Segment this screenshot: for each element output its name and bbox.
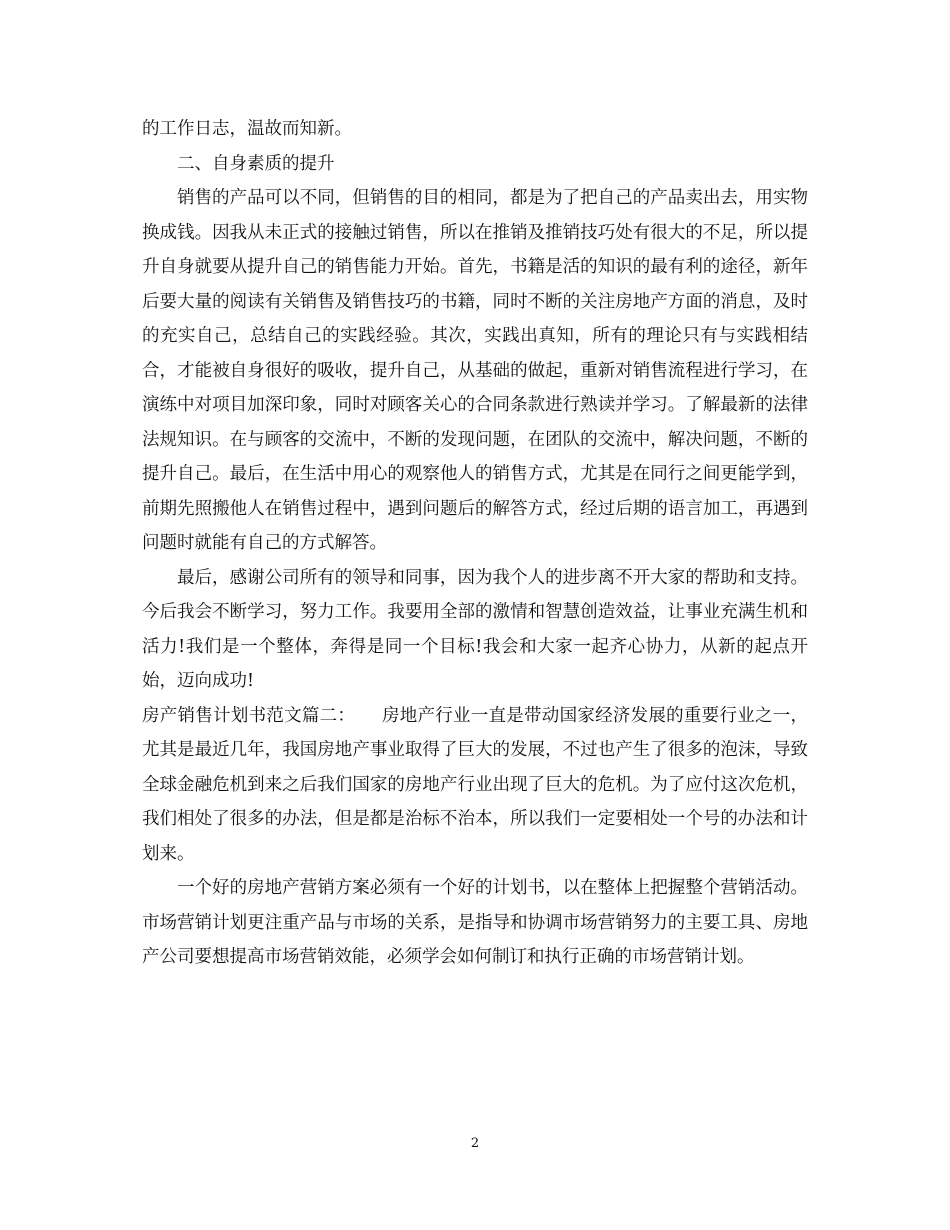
paragraph-6: 一个好的房地产营销方案必须有一个好的计划书，以在整体上把握整个营销活动。市场营销计划更注重产品与市场的关系，是指导和协调市场营销努力的主要工具、房地产公司要想提高市场营销效能，必须学会如何制订和执行正确的市场营销计划。	[142, 878, 808, 967]
body-text	[142, 112, 808, 975]
paragraph-4: 最后，感谢公司所有的领导和同事，因为我个人的进步离不开大家的帮助和支持。今后我会不断学习，努力工作。我要用全部的激情和智慧创造效益，让事业充满生机和活力!我们是一个整体，奔得是同一个目标!我会和大家一起齐心协力，从新的起点开始，迈向成功!	[142, 567, 808, 691]
section-heading: 二、自身素质的提升	[177, 153, 335, 174]
paragraph-5: 房产销售计划书范文篇二： 房地产行业一直是带动国家经济发展的重要行业之一，尤其是最近几年，我国房地产事业取得了巨大的发展，不过也产生了很多的泡沫，导致全球金融危机到来之后我们国家的房地产行业出现了巨大的危机。为了应付这次危机，我们相处了很多的办法，但是都是治标不治本，所以我们一定要相处一个号的办法和计划来。	[142, 705, 808, 864]
paragraph-1: 的工作日志，温故而知新。	[142, 119, 352, 139]
page-number: 2	[470, 1136, 480, 1151]
paragraph-3: 销售的产品可以不同，但销售的目的相同，都是为了把自己的产品卖出去，用实物换成钱。因我从未正式的接触过销售，所以在推销及推销技巧处有很大的不足，所以提升自身就要从提升自己的销售能力开始。首先，书籍是活的知识的最有利的途径，新年后要大量的阅读有关销售及销售技巧的书籍，同时不断的关注房地产方面的消息，及时的充实自己，总结自己的实践经验。其次，实践出真知，所有的理论只有与实践相结合，才能被自身很好的吸收，提升自己，从基础的做起，重新对销售流程进行学习，在演练中对项目加深印象，同时对顾客关心的合同条款进行熟读并学习。了解最新的法律法规知识。在与顾客的交流中，不断的发现问题，在团队的交流中，解决问题，不断的提升自己。最后，在生活中用心的观察他人的销售方式，尤其是在同行之间更能学到，前期先照搬他人在销售过程中，遇到问题后的解答方式，经过后期的语言加工，再遇到问题时就能有自己的方式解答。	[142, 188, 808, 553]
